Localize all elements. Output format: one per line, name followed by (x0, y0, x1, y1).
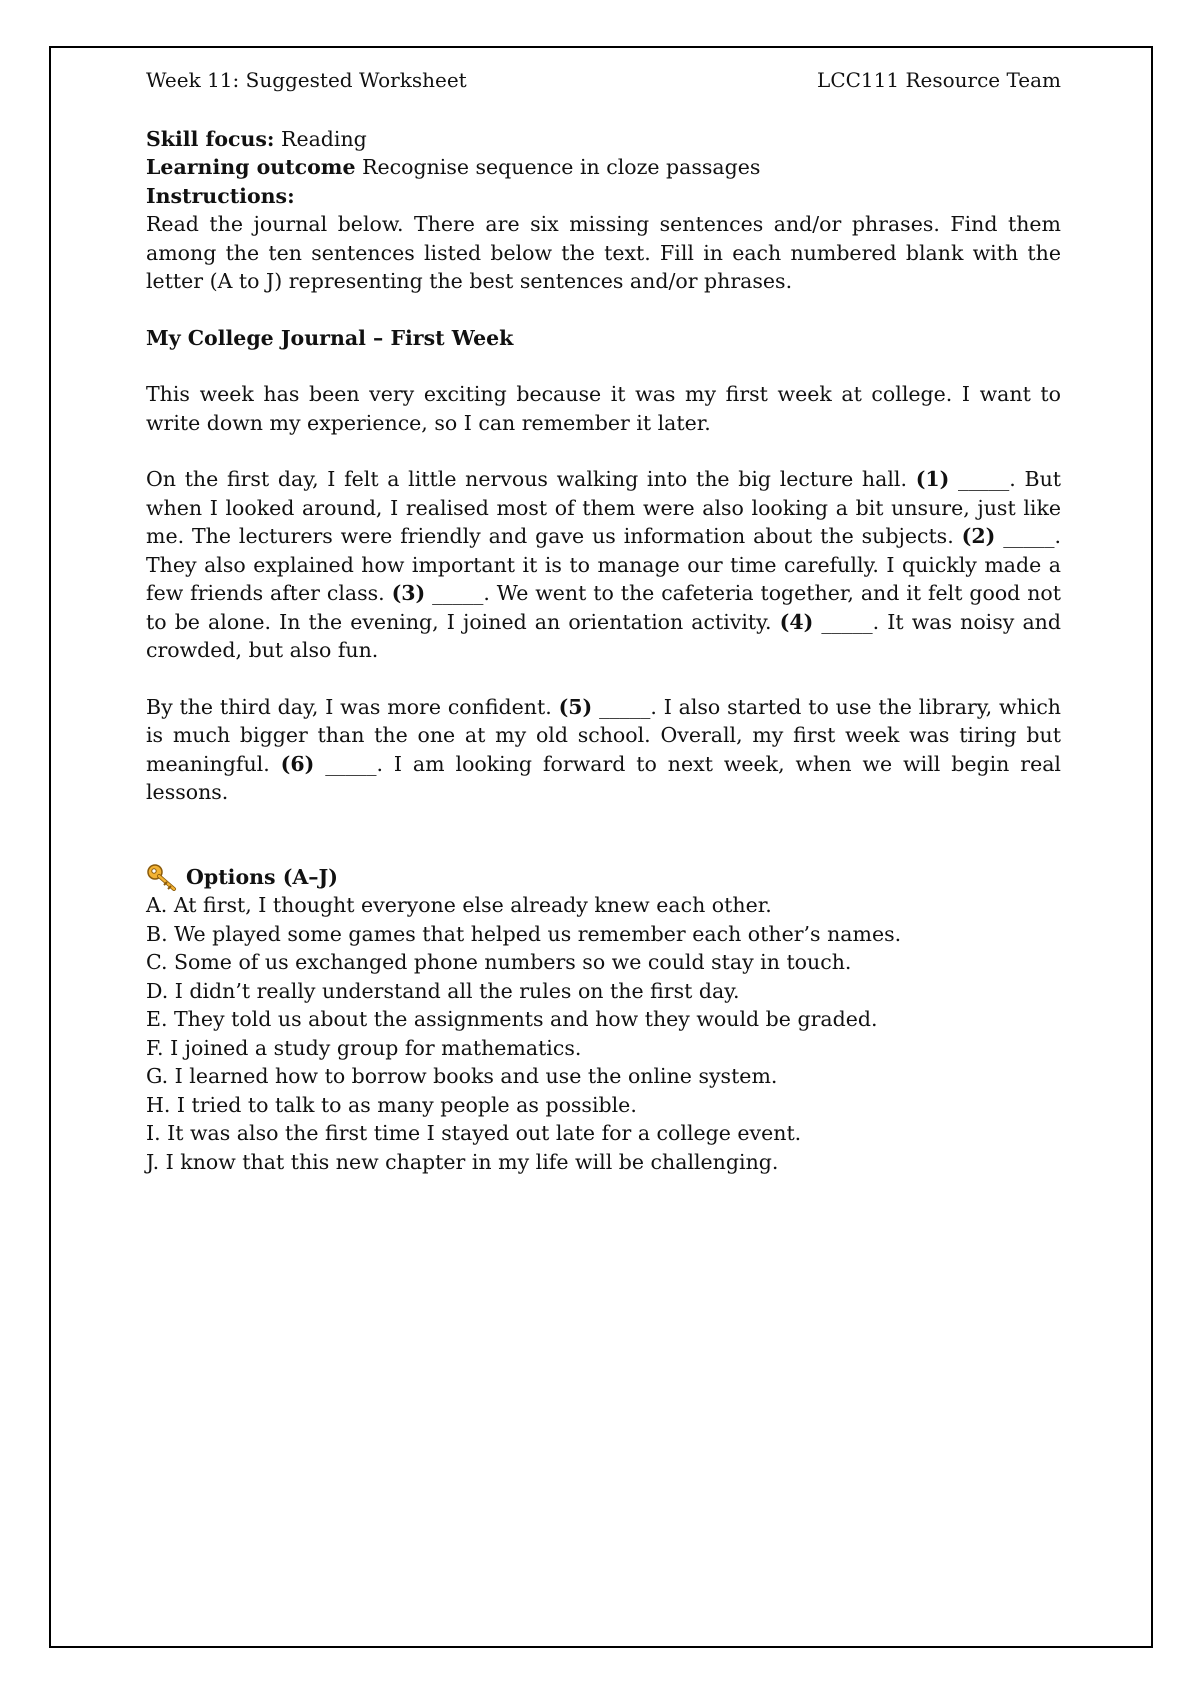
blank-4: (4) (779, 609, 814, 634)
option-b: B. We played some games that helped us remember each other’s names. (146, 921, 902, 946)
journal-intro: This week has been very exciting because it was my first week at college. I want to write down my experience, so I can remember it later. (146, 382, 1061, 435)
p2-text-b: _____. But when I looked around, I realised most of them were also looking a bit unsure, just like me. The lecturers were friendly and gave us information about the subjects. (146, 467, 1062, 548)
learning-outcome-value: Recognise sequence in cloze passages (355, 155, 761, 179)
blank-3: (3) (391, 581, 426, 605)
key-icon (146, 863, 180, 891)
journal-paragraph-3 (146, 693, 1061, 807)
options-heading-text: Options (A–J) (186, 864, 338, 889)
p2-text-a: On the first day, I felt a little nervous walking into the big lecture hall. (146, 467, 916, 491)
worksheet-content (146, 66, 1061, 1176)
option-j: J. I know that this new chapter in my life will be challenging. (146, 1149, 779, 1174)
journal-paragraph-2 (146, 465, 1061, 665)
blank-1: (1) (915, 467, 950, 491)
option-a: A. At first, I thought everyone else already knew each other. (146, 893, 772, 917)
p3-text-b: _____. I also started to use the library, which is much bigger than the one at my old school. Overall, my first week was tiring but meaningful. (146, 694, 1061, 776)
learning-outcome (146, 153, 1061, 182)
instructions-label: Instructions: (146, 183, 295, 208)
options-list (146, 891, 1061, 1176)
option-h: H. I tried to talk to as many people as possible. (146, 1092, 637, 1117)
option-d: D. I didn’t really understand all the rules on the first day. (146, 978, 740, 1003)
blank-2: (2) (961, 524, 996, 548)
option-f: F. I joined a study group for mathematics. (146, 1035, 582, 1060)
p3-text-c: _____. I am looking forward to next week, when we will begin real lessons. (146, 751, 1061, 804)
header-left: Week 11: Suggested Worksheet (146, 68, 467, 92)
skill-focus (146, 125, 1061, 154)
p2-text-c: _____. They also explained how important it is to manage our time carefully. I quickly made a few friends after class. (146, 524, 1061, 605)
skill-focus-value: Reading (274, 126, 367, 151)
option-c: C. Some of us exchanged phone numbers so we could stay in touch. (146, 950, 852, 974)
skill-focus-label: Skill focus: (146, 126, 275, 151)
learning-outcome-label: Learning outcome (146, 155, 356, 179)
blank-5: (5) (558, 694, 593, 719)
blank-6: (6) (280, 751, 315, 776)
page-header (146, 66, 1061, 95)
header-right: LCC111 Resource Team (817, 68, 1061, 92)
journal-title: My College Journal – First Week (146, 325, 514, 350)
options-heading (146, 863, 1061, 892)
instructions-text: Read the journal below. There are six missing sentences and/or phrases. Find them among the ten sentences listed below the text. Fill in each numbered blank with the letter (A to J) representing the best sentences and/or phrases. (146, 212, 1061, 293)
p2-text-d: _____. We went to the cafeteria together, and it felt good not to be alone. In the evening, I joined an orientation activity. (146, 581, 1061, 634)
option-i: I. It was also the first time I stayed out late for a college event. (146, 1121, 802, 1145)
p3-text-a: By the third day, I was more confident. (146, 694, 559, 719)
p2-text-e: _____. It was noisy and crowded, but also fun. (146, 609, 1061, 662)
option-e: E. They told us about the assignments and how they would be graded. (146, 1007, 878, 1031)
option-g: G. I learned how to borrow books and use the online system. (146, 1064, 778, 1088)
